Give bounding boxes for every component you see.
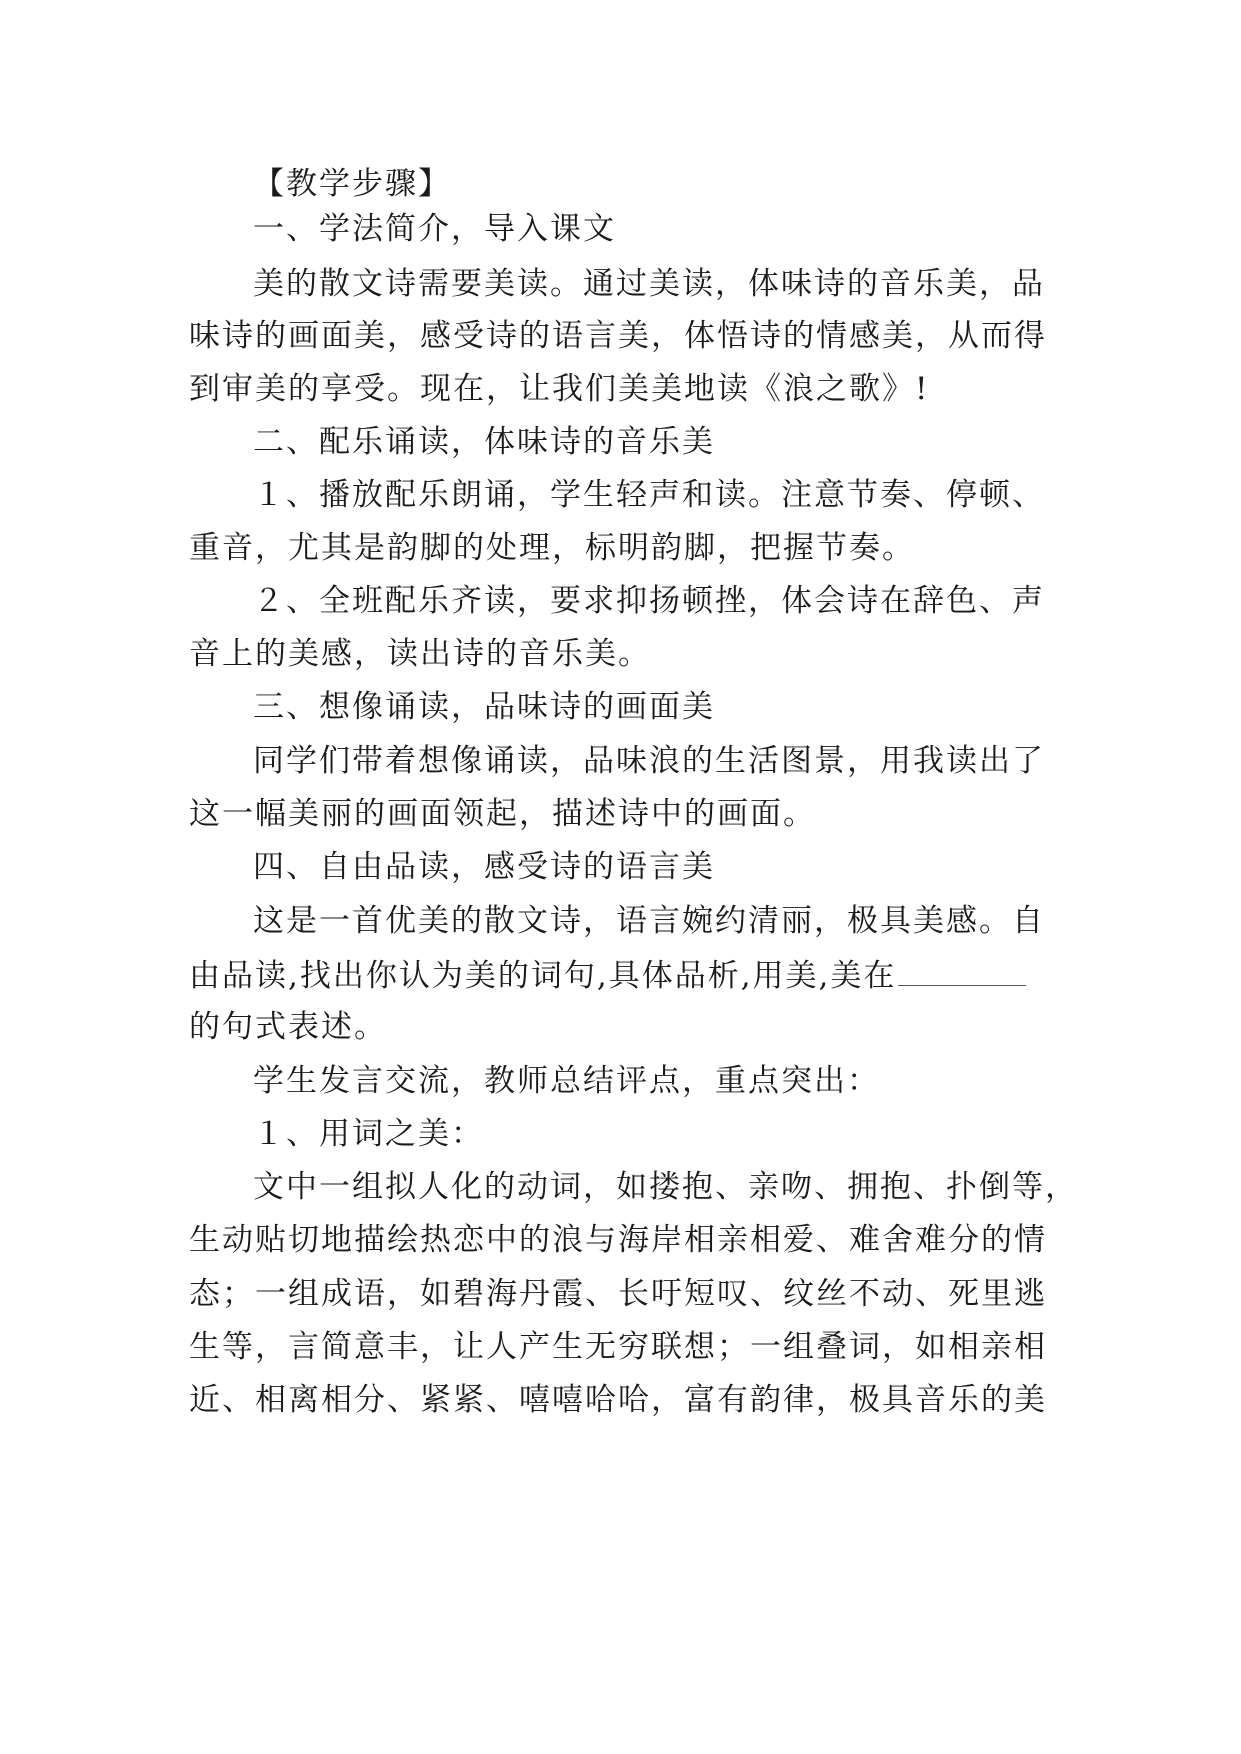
section4-para-line-2 bbox=[189, 945, 1026, 1003]
section1-para-line-2: 味诗的画面美，感受诗的语言美，体悟诗的情感美，从而得 bbox=[189, 318, 1047, 354]
section1-para-line-3: 到审美的享受。现在，让我们美美地读《浪之歌》! bbox=[189, 371, 930, 407]
sub1-para-line-1: 文中一组拟人化的动词，如搂抱、亲吻、拥抱、扑倒等， bbox=[253, 1169, 1078, 1205]
exchange-line: 学生发言交流，教师总结评点，重点突出： bbox=[253, 1063, 880, 1099]
section2-item2-line-2: 音上的美感，读出诗的音乐美。 bbox=[189, 636, 651, 672]
section2-title: 二、配乐诵读，体味诗的音乐美 bbox=[253, 424, 715, 460]
section-heading: 【教学步骤】 bbox=[253, 166, 451, 202]
section1-para-line-1: 美的散文诗需要美读。通过美读，体味诗的音乐美，品 bbox=[253, 266, 1045, 302]
fill-in-blank bbox=[898, 945, 1026, 986]
section3-para-line-2: 这一幅美丽的画面领起，描述诗中的画面。 bbox=[189, 796, 816, 832]
sub1-para-line-5: 近、相离相分、紧紧、嘻嘻哈哈，富有韵律，极具音乐的美 bbox=[189, 1382, 1047, 1418]
section3-title: 三、想像诵读，品味诗的画面美 bbox=[253, 689, 715, 725]
section4-para-line-1: 这是一首优美的散文诗，语言婉约清丽，极具美感。自 bbox=[253, 903, 1045, 939]
section4-para-line-2-text: 由品读,找出你认为美的词句,具体品析,用美,美在 bbox=[189, 958, 897, 994]
section2-item1-line-2: 重音，尤其是韵脚的处理，标明韵脚，把握节奏。 bbox=[189, 530, 915, 566]
section1-title: 一、学法简介，导入课文 bbox=[253, 211, 616, 247]
section2-item2-line-1: ２、全班配乐齐读，要求抑扬顿挫，体会诗在辞色、声 bbox=[253, 583, 1045, 619]
sub1-para-line-4: 生等，言简意丰，让人产生无穷联想；一组叠词，如相亲相 bbox=[189, 1329, 1047, 1365]
sub1-title: １、用词之美： bbox=[253, 1116, 484, 1152]
section2-item1-line-1: １、播放配乐朗诵，学生轻声和读。注意节奏、停顿、 bbox=[253, 477, 1045, 513]
section3-para-line-1: 同学们带着想像诵读，品味浪的生活图景，用我读出了 bbox=[253, 743, 1045, 779]
section4-title: 四、自由品读，感受诗的语言美 bbox=[253, 849, 715, 885]
sub1-para-line-2: 生动贴切地描绘热恋中的浪与海岸相亲相爱、难舍难分的情 bbox=[189, 1222, 1047, 1258]
section4-para-line-3: 的句式表述。 bbox=[189, 1009, 387, 1045]
sub1-para-line-3: 态；一组成语，如碧海丹霞、长吁短叹、纹丝不动、死里逃 bbox=[189, 1276, 1047, 1312]
